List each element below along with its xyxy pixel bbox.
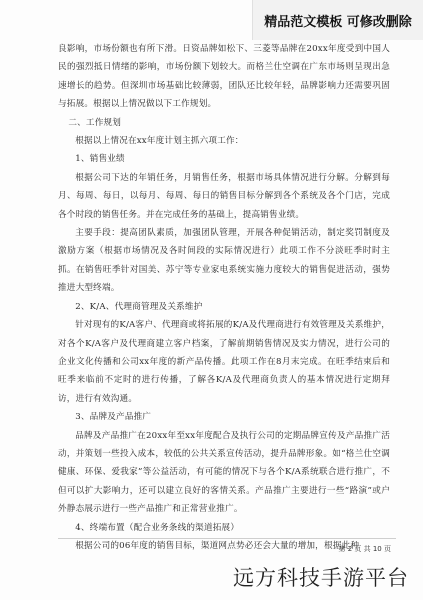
subheading-terminal-layout: 4、终端布置（配合业务条线的渠道拓展） bbox=[75, 522, 240, 533]
paragraph-0: 良影响，市场份额也有所下滑。日资品牌如松下、三菱等品牌在20xx年度受到中国人民的强烈抵日情绪的影响，市场份额下划较大。而格兰仕空调在广东市场则呈现出急速增长的趋势。但深圳市场基础比较薄弱，团队还比较年轻，品牌影响力还需要巩固与拓展。根据以上情况做以下工作规划。 bbox=[58, 44, 390, 110]
page-number: 第 2 页 共 10 页 bbox=[338, 545, 391, 553]
section-heading-work-plan: 二、工作规划 bbox=[68, 117, 122, 128]
template-banner bbox=[252, 0, 423, 40]
footer-divider bbox=[58, 538, 396, 539]
paragraph-11: 根据公司的06年度的销售目标，渠道网点势必还会大量的增加，根据此种 bbox=[75, 540, 360, 551]
paragraph-2: 根据以上情况在xx年度计划主抓六项工作： bbox=[75, 136, 244, 147]
subheading-sales: 1、销售业绩 bbox=[75, 154, 125, 165]
banner-text: 精品范文模板 可修改删除 bbox=[264, 14, 412, 30]
paragraph-5: 主要手段：提高团队素质，加强团队管理，开展各种促销活动，制定奖罚制度及激励方案（根据市场情况及各时间段的实际情况进行）此项工作不分淡旺季时时主抓。在销售旺季针对国美、苏宁等专业家电系统实施力度较大的销售促进活动，强势推进大型终端。 bbox=[58, 228, 390, 294]
paragraph-7: 针对现有的K/A客户、代理商或将拓展的K/A及代理商进行有效管理及关系维护，对各个K/A客户及代理商建立客户档案，了解前期销售情况及实力情况，进行公司的企业文化传播和公司xx年度的新产品传播。此项工作在8月末完成。在旺季结束后和旺季来临前不定时的进行传播，了解各K/A及代理商负责人的基本情况进行定期拜访，进行有效沟通。 bbox=[58, 320, 390, 404]
paragraph-4: 根据公司下达的年销任务，月销售任务，根据市场具体情况进行分解。分解到每月、每周、每日，以每月、每周、每日的销售目标分解到各个系统及各个门店，完成各个时段的销售任务。并在完成任务的基础上，提高销售业绩。 bbox=[58, 172, 390, 220]
subheading-ka-management: 2、K/A、代理商管理及关系维护 bbox=[75, 301, 203, 312]
watermark-text: 远方科技手游平台 bbox=[233, 566, 409, 590]
document-body bbox=[58, 40, 390, 555]
subheading-brand-promotion: 3、品牌及产品推广 bbox=[75, 412, 152, 423]
paragraph-9: 品牌及产品推广在20xx年至xx年度配合及执行公司的定期品牌宣传及产品推广活动，并策划一些投入成本，较低的公共关系宣传活动，提升品牌形象。如“格兰仕空调健康、环保、爱我家”等公益活动，有可能的情况下与各个K/A系统联合进行推广，不但可以扩大影响力，还可以建立良好的客情关系。产品推广主要进行一些“路演”或户外静态展示进行一些产品推广和正常营业推广。 bbox=[58, 430, 390, 515]
